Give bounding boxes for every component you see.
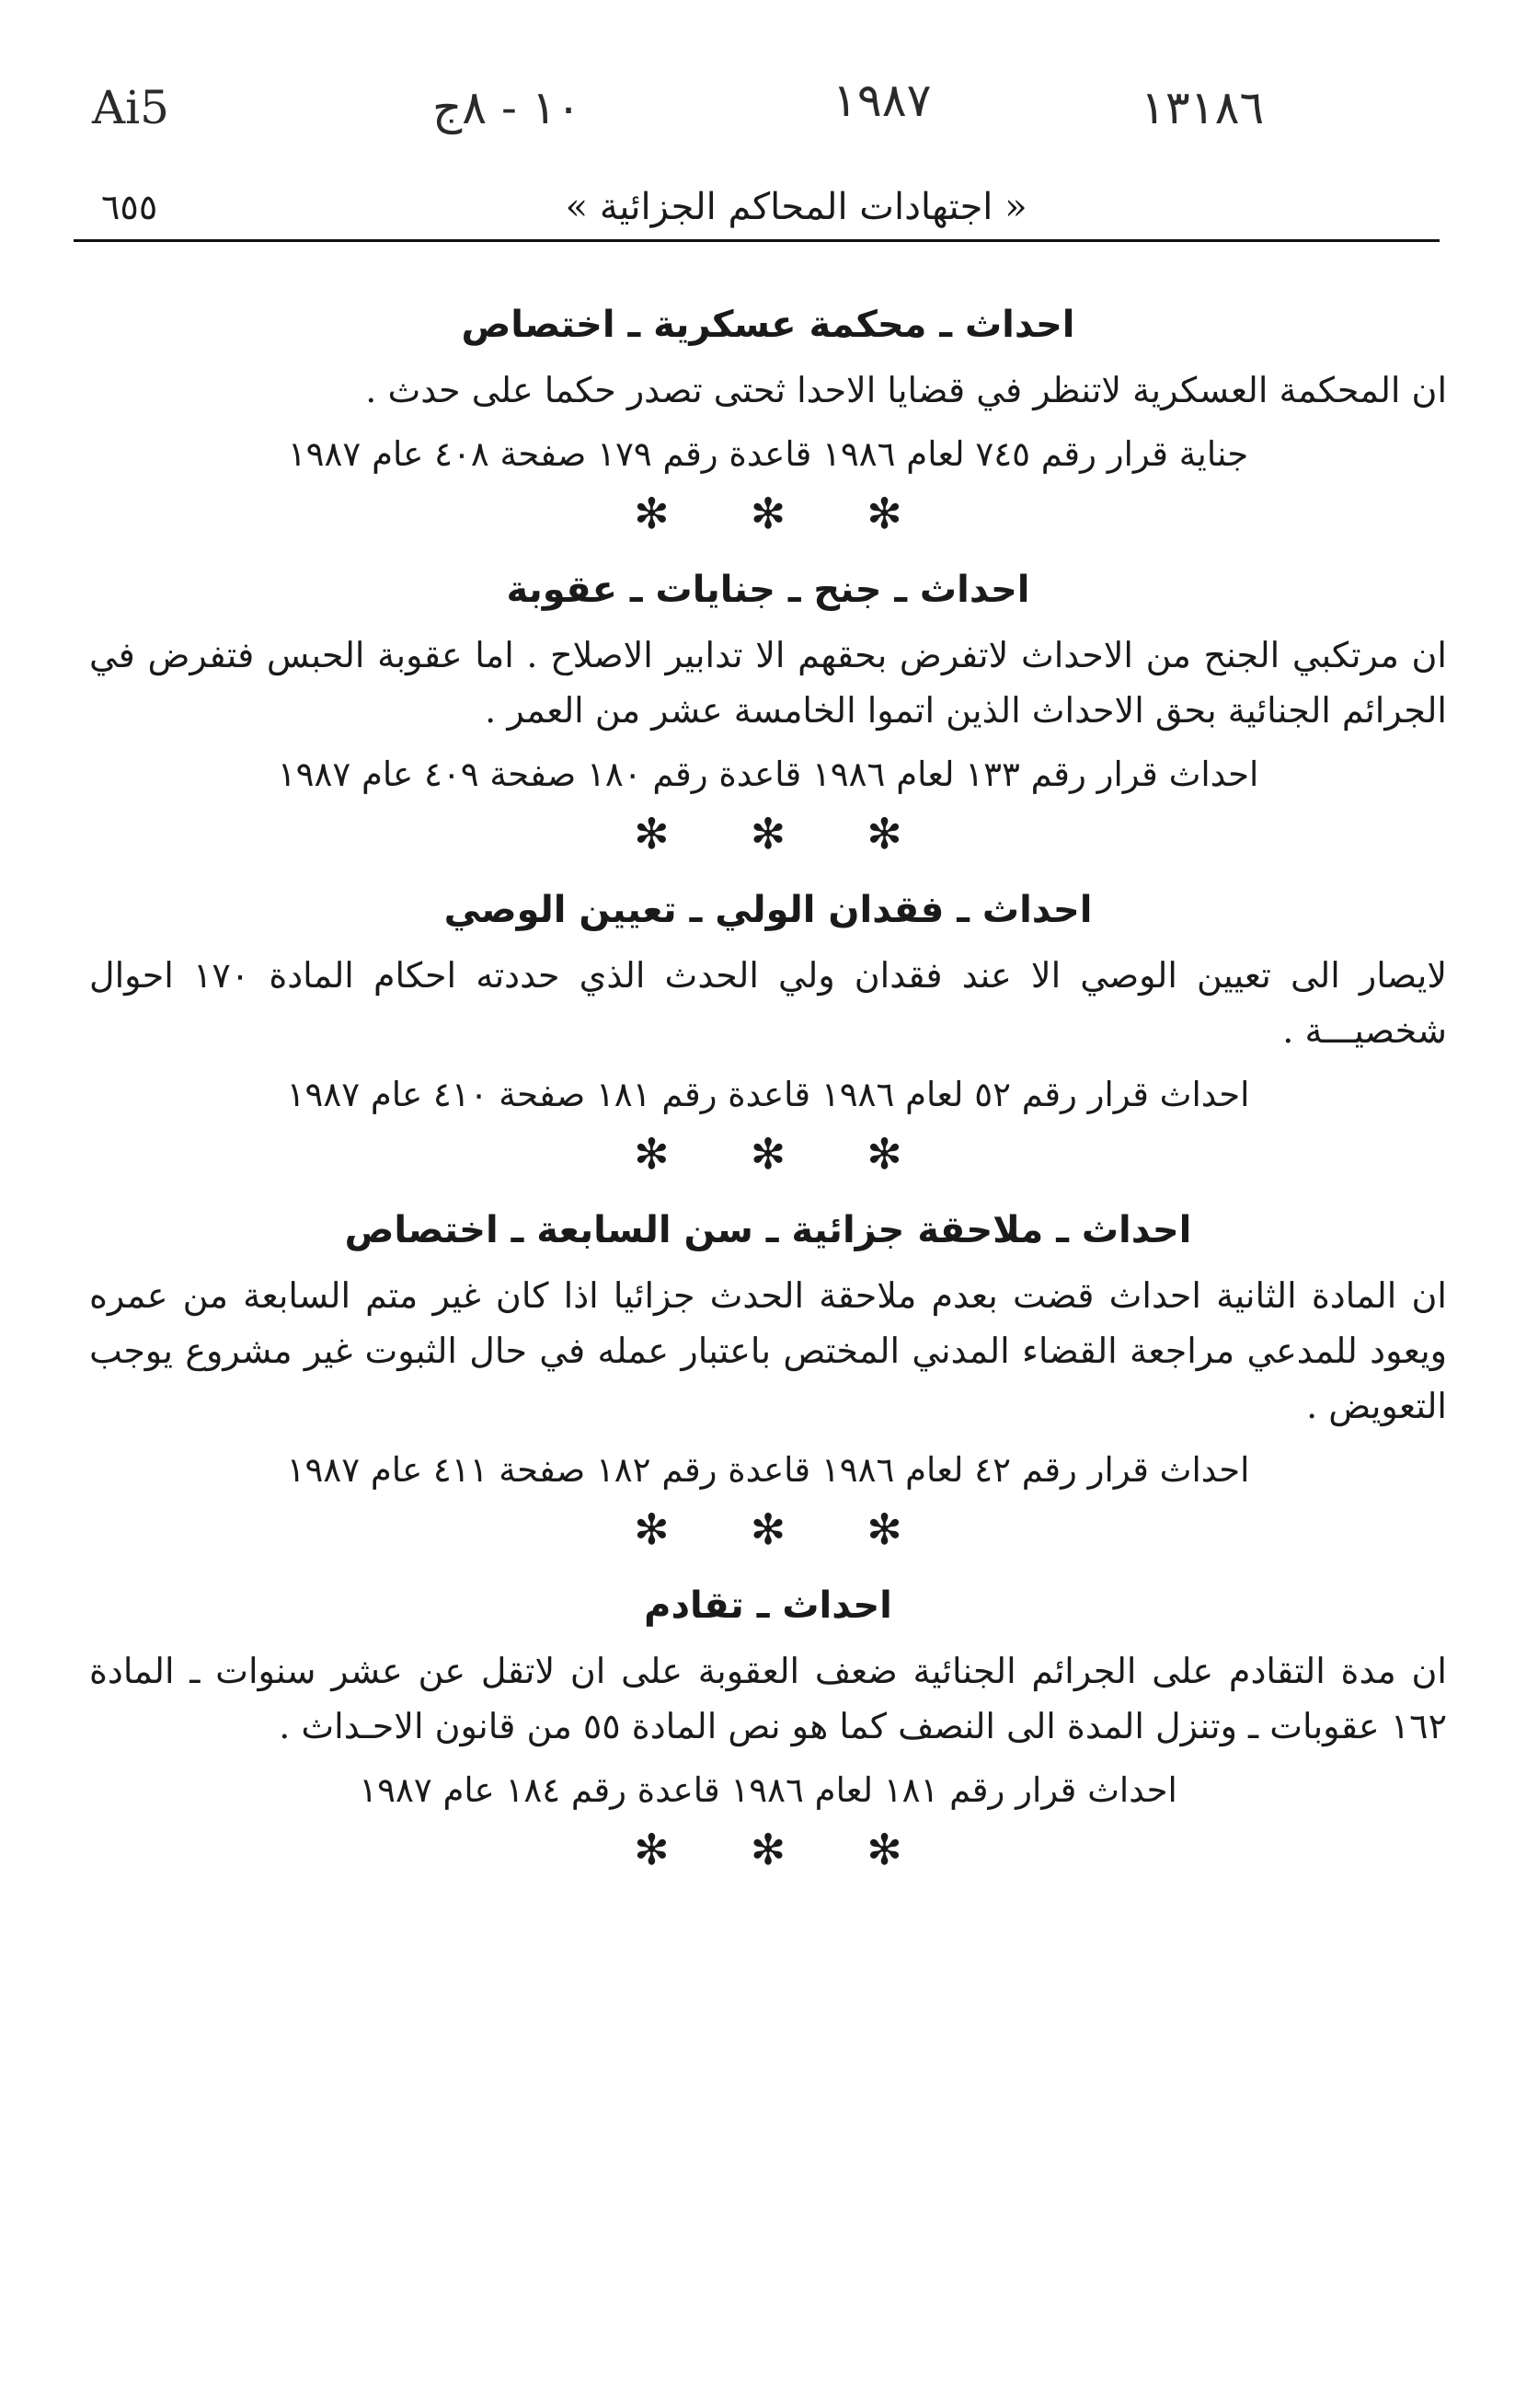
- star-icon: ✻: [634, 1129, 670, 1179]
- entry-citation: احداث قرار رقم ٤٢ لعام ١٩٨٦ قاعدة رقم ١٨٢ صفحة ٤١١ عام ١٩٨٧: [286, 1450, 1250, 1490]
- star-icon: ✻: [750, 809, 786, 858]
- entry-heading: احداث ـ تقادم: [644, 1584, 892, 1627]
- star-icon: ✻: [634, 1504, 670, 1554]
- separator-stars: [78, 1824, 1458, 1875]
- entry-citation: احداث قرار رقم ٥٢ لعام ١٩٨٦ قاعدة رقم ١٨١ صفحة ٤١٠ عام ١٩٨٧: [286, 1075, 1250, 1114]
- star-icon: ✻: [750, 1129, 786, 1179]
- entry-citation: احداث قرار رقم ١٣٣ لعام ١٩٨٦ قاعدة رقم ١٨٠ صفحة ٤٠٩ عام ١٩٨٧: [277, 755, 1259, 794]
- separator-stars: [78, 808, 1458, 859]
- entry-body: ان المادة الثانية احداث قضت بعدم ملاحقة الحدث جزائيا اذا كان غير متم السابعة من عمره ويعود للمدعي مراجعة القضاء المدني المختص باعتبار عمله في حال الثبوت غير مشروع يوجب التعويض .: [89, 1275, 1447, 1426]
- entry-heading: احداث ـ جنح ـ جنايات ـ عقوبة: [506, 569, 1030, 611]
- entry-heading: احداث ـ فقدان الولي ـ تعيين الوصي: [443, 889, 1093, 931]
- entry-citation: احداث قرار رقم ١٨١ لعام ١٩٨٦ قاعدة رقم ١٨٤ عام ١٩٨٧: [359, 1770, 1177, 1810]
- entry-citation: جناية قرار رقم ٧٤٥ لعام ١٩٨٦ قاعدة رقم ١٧٩ صفحة ٤٠٨ عام ١٩٨٧: [287, 434, 1249, 474]
- star-icon: ✻: [634, 809, 670, 858]
- star-icon: ✻: [750, 1504, 786, 1554]
- handwritten-reference: ١٠ - ٨ج: [432, 81, 581, 134]
- running-header: [101, 179, 1435, 235]
- entry-body: ان المحكمة العسكرية لاتنظر في قضايا الاحدا ثحتى تصدر حكما على حدث .: [365, 370, 1447, 410]
- star-icon: ✻: [867, 1825, 902, 1874]
- entry-heading: احداث ـ محكمة عسكرية ـ اختصاص: [461, 304, 1075, 346]
- entry-body: ان مدة التقادم على الجرائم الجنائية ضعف العقوبة على ان لاتقل عن عشر سنوات ـ المادة ١٦٢ عقوبات ـ وتنزل المدة الى النصف كما هو نص المادة ٥٥ من قانون الاحـداث .: [89, 1651, 1447, 1746]
- entry-body: ان مرتكبي الجنح من الاحداث لاتفرض بحقهم الا تدابير الاصلاح . اما عقوبة الحبس فتفرض في الجرائم الجنائية بحق الاحداث الذين اتموا الخامسة عشر من العمر .: [89, 635, 1447, 731]
- handwritten-code: Ai5: [92, 81, 169, 134]
- entry: [78, 1200, 1458, 1555]
- star-icon: ✻: [634, 1825, 670, 1874]
- entry: [78, 559, 1458, 859]
- star-icon: ✻: [750, 489, 786, 538]
- handwritten-year: ١٩٨٧: [832, 74, 932, 127]
- star-icon: ✻: [750, 1825, 786, 1874]
- entry: [78, 880, 1458, 1180]
- running-title: « اجتهادات المحاكم الجزائية »: [565, 186, 1027, 228]
- star-icon: ✻: [867, 489, 902, 538]
- separator-stars: [78, 1128, 1458, 1180]
- page-number: ٦٥٥: [101, 187, 158, 227]
- entry: [78, 294, 1458, 539]
- entry-body: لايصار الى تعيين الوصي الا عند فقدان ولي الحدث الذي حددته احكام المادة ١٧٠ احوال شخصيـــة .: [89, 955, 1447, 1051]
- header-rule: [74, 239, 1440, 242]
- page-content: [78, 294, 1458, 1895]
- handwritten-number: ١٣١٨٦: [1141, 81, 1265, 134]
- star-icon: ✻: [634, 489, 670, 538]
- star-icon: ✻: [867, 1129, 902, 1179]
- separator-stars: [78, 488, 1458, 539]
- star-icon: ✻: [867, 1504, 902, 1554]
- separator-stars: [78, 1504, 1458, 1555]
- entry: [78, 1575, 1458, 1875]
- star-icon: ✻: [867, 809, 902, 858]
- entry-heading: احداث ـ ملاحقة جزائية ـ سن السابعة ـ اختصاص: [344, 1209, 1192, 1251]
